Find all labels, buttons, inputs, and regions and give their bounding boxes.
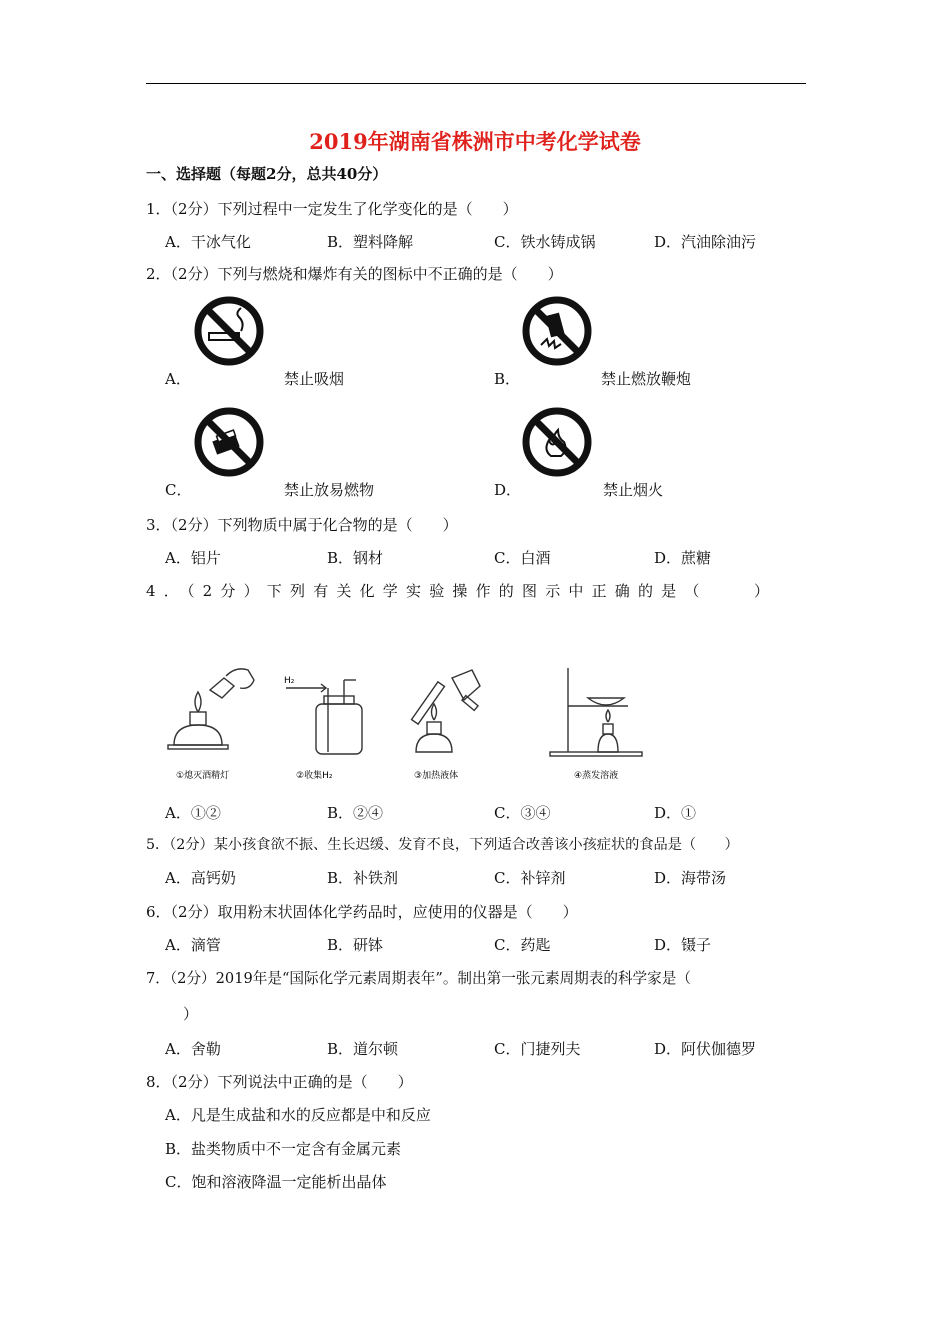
question-2-option-d: D． (494, 481, 522, 499)
question-1-option-b: B．塑料降解 (327, 233, 414, 251)
question-7-option-c: C．门捷列夫 (494, 1040, 581, 1058)
question-8-option-a: A．凡是生成盐和水的反应都是中和反应 (165, 1106, 431, 1124)
question-5-option-a: A．高钙奶 (165, 869, 236, 887)
question-4-option-c: C．③④ (494, 804, 551, 822)
question-2-option-a: A． (165, 370, 191, 388)
question-1-option-a: A．干冰气化 (165, 233, 251, 251)
question-5-option-d: D．海带汤 (654, 869, 727, 887)
top-rule (146, 83, 806, 84)
question-3-stem: 3．（2分）下列物质中属于化合物的是（ ） (146, 516, 458, 534)
collect-h2-figure (286, 680, 362, 754)
question-4-stem: 4．（2分）下列有关化学实验操作的图示中正确的是（ ） (146, 582, 778, 600)
question-2-caption-a: 禁止吸烟 (284, 370, 345, 388)
question-1-option-c: C．铁水铸成锅 (494, 233, 596, 251)
question-5-option-c: C．补锌剂 (494, 869, 566, 887)
question-6-option-b: B．研钵 (327, 936, 384, 954)
question-7-option-a: A．舍勒 (165, 1040, 221, 1058)
question-4-option-b: B．②④ (327, 804, 384, 822)
question-2-caption-c: 禁止放易燃物 (284, 481, 375, 499)
question-1-stem: 1．（2分）下列过程中一定发生了化学变化的是（ ） (146, 200, 518, 218)
question-2-option-b: B． (494, 370, 521, 388)
question-7-stem: 7．（2分）2019年是“国际化学元素周期表年”。制出第一张元素周期表的科学家是（ (146, 970, 691, 987)
fig3-label: ③加热液体 (414, 771, 459, 781)
no-open-flame-sign-icon (521, 406, 593, 478)
question-6-option-c: C．药匙 (494, 936, 551, 954)
section-heading: 一、选择题（每题2分，总共40分） (146, 165, 388, 183)
question-8-option-b: B．盐类物质中不一定含有金属元素 (165, 1140, 402, 1158)
fig2-label: ②收集H₂ (296, 771, 333, 781)
fig4-label: ④蒸发溶液 (574, 771, 619, 781)
no-flammables-sign-icon (193, 406, 265, 478)
question-6-option-a: A．滴管 (165, 936, 221, 954)
question-1-option-d: D．汽油除油污 (654, 233, 757, 251)
question-6-option-d: D．镊子 (654, 936, 712, 954)
question-2-option-c: C． (165, 481, 192, 499)
lab-operations-figure (166, 660, 644, 785)
heat-liquid-figure (412, 670, 480, 752)
question-4-option-a: A．①② (165, 804, 221, 822)
extinguish-lamp-figure (168, 669, 254, 749)
document-title: 2019年湖南省株洲市中考化学试卷 (309, 129, 641, 154)
question-7-option-b: B．道尔顿 (327, 1040, 399, 1058)
no-smoking-sign-icon (193, 295, 265, 367)
question-5-stem: 5．（2分）某小孩食欲不振、生长迟缓、发育不良，下列适合改善该小孩症状的食品是（ ） (146, 837, 739, 853)
h2-label: H₂ (284, 676, 295, 686)
question-3-option-a: A．铝片 (165, 549, 221, 567)
question-2-caption-d: 禁止烟火 (603, 481, 664, 499)
question-2-stem: 2．（2分）下列与燃烧和爆炸有关的图标中不正确的是（ ） (146, 265, 563, 283)
fig1-label: ①熄灭酒精灯 (176, 771, 230, 781)
question-8-option-c: C．饱和溶液降温一定能析出晶体 (165, 1173, 387, 1191)
evaporate-solution-figure (550, 668, 642, 756)
question-7-stem-closing: ） (183, 1005, 199, 1023)
question-7-option-d: D．阿伏伽德罗 (654, 1040, 757, 1058)
question-6-stem: 6．（2分）取用粉末状固体化学药品时，应使用的仪器是（ ） (146, 903, 578, 921)
question-2-caption-b: 禁止燃放鞭炮 (601, 370, 692, 388)
question-3-option-d: D．蔗糖 (654, 549, 712, 567)
question-3-option-c: C．白酒 (494, 549, 551, 567)
question-8-stem: 8．（2分）下列说法中正确的是（ ） (146, 1073, 413, 1091)
no-firecrackers-sign-icon (521, 295, 593, 367)
question-5-option-b: B．补铁剂 (327, 869, 399, 887)
question-3-option-b: B．钢材 (327, 549, 384, 567)
question-4-option-d: D．① (654, 804, 697, 822)
